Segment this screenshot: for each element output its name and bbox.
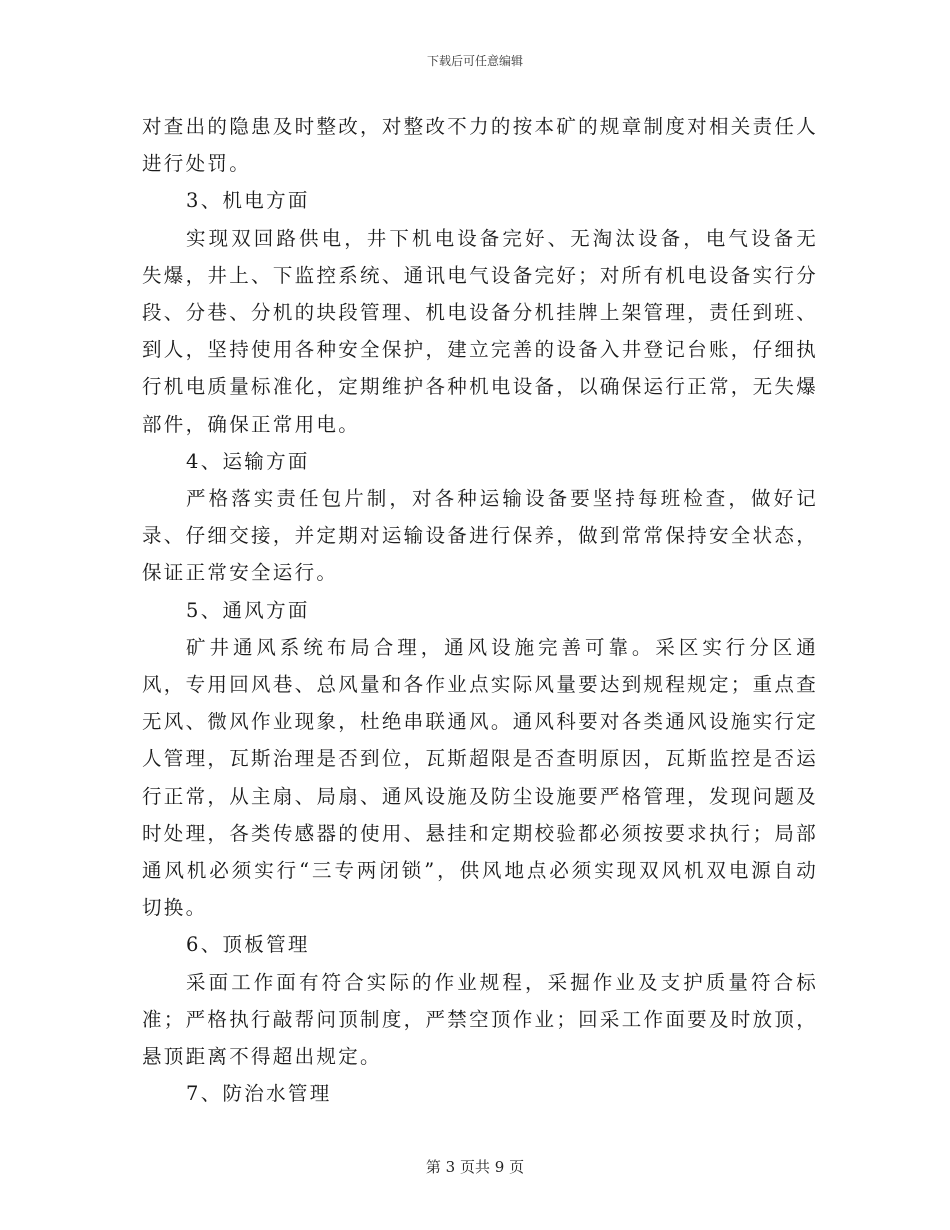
- section-heading: 6、顶板管理: [186, 933, 310, 957]
- paragraph: 严格落实责任包片制，对各种运输设备要坚持每班检查，做好记录、仔细交接，并定期对运输设备进行保养，做到常常保持安全状态，保证正常安全运行。: [142, 487, 818, 585]
- page-footer: 第 3 页共 9 页: [425, 1158, 525, 1176]
- section-heading: 7、防治水管理: [186, 1082, 332, 1106]
- section-heading: 4、运输方面: [186, 449, 310, 473]
- section-heading: 3、机电方面: [186, 189, 310, 213]
- page-header: 下载后可任意编辑: [426, 54, 523, 68]
- paragraph: 矿井通风系统布局合理，通风设施完善可靠。采区实行分区通风，专用回风巷、总风量和各作业点实际风量要达到规程规定；重点查无风、微风作业现象，杜绝串联通风。通风科要对各类通风设施实行定人管理，瓦斯治理是否到位，瓦斯超限是否查明原因，瓦斯监控是否运行正常，从主扇、局扇、通风设施及防尘设施要严格管理，发现问题及时处理，各类传感器的使用、悬挂和定期校验都必须按要求执行；局部通风机必须实行“三专两闭锁”，供风地点必须实现双风机双电源自动切换。: [142, 635, 818, 920]
- paragraph: 采面工作面有符合实际的作业规程，采掘作业及支护质量符合标准；严格执行敲帮问顶制度，严禁空顶作业；回采工作面要及时放顶，悬顶距离不得超出规定。: [142, 970, 818, 1069]
- paragraph: 对查出的隐患及时整改，对整改不力的按本矿的规章制度对相关责任人进行处罚。: [142, 115, 818, 176]
- section-heading: 5、通风方面: [186, 598, 310, 622]
- paragraph: 实现双回路供电，井下机电设备完好、无淘汰设备，电气设备无失爆，井上、下监控系统、通讯电气设备完好；对所有机电设备实行分段、分巷、分机的块段管理、机电设备分机挂牌上架管理，责任到班、到人，坚持使用各种安全保护，建立完善的设备入井登记台账，仔细执行机电质量标准化，定期维护各种机电设备，以确保运行正常，无失爆部件，确保正常用电。: [142, 226, 818, 436]
- document-body: [142, 108, 818, 1112]
